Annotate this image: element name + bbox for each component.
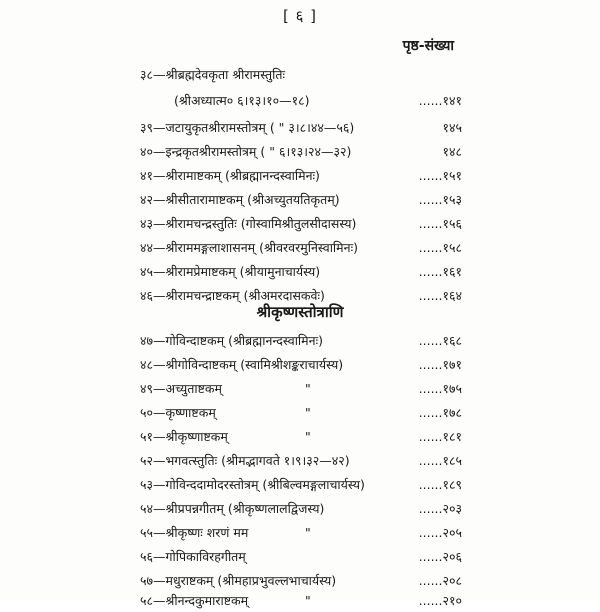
entry-page-number: ......१५८ [418, 240, 462, 255]
contents-entry [140, 237, 462, 259]
entry-title: श्रीराममङ्गलाशासनम् [165, 240, 256, 255]
entry-source: (श्रीअध्यात्म० ६।१३।१०—१८) [174, 93, 310, 108]
contents-entry [140, 546, 462, 568]
entry-title: श्रीसीतारामाष्टकम् [165, 192, 244, 207]
entry-title: श्रीरामचन्द्राष्टकम् [165, 288, 240, 303]
contents-entry [140, 285, 462, 307]
entry-title: श्रीब्रह्मदेवकृता श्रीरामस्तुतिः [165, 67, 286, 82]
contents-entry [140, 570, 462, 592]
entry-page-number: १४५ [442, 120, 462, 135]
entry-number: ३९— [140, 120, 166, 135]
entry-title: श्रीकृष्णाष्टकम् [165, 429, 228, 444]
entry-source: (श्रीवरवरमुनिस्वामिनः) [259, 240, 358, 255]
entry-title: मधुराष्टकम् [165, 573, 214, 588]
contents-entry [140, 590, 462, 612]
entry-title: गोविन्ददामोदरस्तोत्रम् [165, 477, 259, 492]
page-count-heading: पृष्ठ-संख्या [402, 38, 454, 54]
entry-number: ४१— [140, 168, 166, 183]
ditto-mark: " [305, 381, 311, 396]
entry-number: ५१— [140, 429, 166, 444]
entry-number: ५२— [140, 453, 166, 468]
page-number: [ ६ ] [282, 7, 318, 25]
entry-title: इन्द्रकृतश्रीरामस्तोत्रम् [165, 144, 257, 159]
entry-page-number: ......१७५ [418, 381, 462, 396]
entry-source: (श्रीअच्युतयतिकृतम्) [247, 192, 340, 207]
entry-page-number: ......१७१ [418, 357, 462, 372]
entry-source: (श्रीकृष्णलालद्विजस्य) [227, 501, 325, 516]
contents-entry [140, 330, 462, 352]
entry-page-number: ......२०५ [418, 525, 462, 540]
contents-entry [140, 189, 462, 211]
entry-number: ४५— [140, 264, 166, 279]
contents-entry [140, 141, 462, 163]
contents-entry [140, 64, 462, 86]
entry-number: ४७— [140, 333, 166, 348]
entry-title: श्रीप्रपन्नगीतम् [165, 501, 224, 516]
entry-title: श्रीनन्दकुमाराष्टकम् [165, 593, 249, 608]
entry-page-number: ......२१० [418, 593, 462, 608]
entry-title: श्रीकृष्णः शरणं मम [165, 525, 249, 540]
entry-source: ( " ३।८।४४—५६) [269, 120, 355, 135]
entry-number: ४०— [140, 144, 166, 159]
entry-number: ५४— [140, 501, 166, 516]
ditto-mark: " [305, 405, 311, 420]
entry-source: (श्रीयामुनाचार्यस्य) [239, 264, 321, 279]
entry-number: ४८— [140, 357, 166, 372]
ditto-mark: " [305, 593, 311, 608]
entry-number: ५८— [140, 593, 166, 608]
entry-title: श्रीरामचन्द्रस्तुतिः [165, 216, 237, 231]
entry-number: ५३— [140, 477, 166, 492]
entry-title: गोविन्दाष्टकम् [165, 333, 225, 348]
entry-source: (स्वामिश्रीशङ्कराचार्यस्य) [240, 357, 344, 372]
contents-entry [140, 117, 462, 139]
entry-page-number: ......१८५ [418, 453, 462, 468]
entry-number: ५०— [140, 405, 166, 420]
entry-title: अच्युताष्टकम् [165, 381, 223, 396]
entry-title: गोपिकाविरहगीतम् [165, 549, 246, 564]
entry-page-number: ......१६१ [418, 264, 462, 279]
contents-entry [140, 522, 462, 544]
contents-entry [140, 474, 462, 496]
entry-source: ( " ६।१३।२४—३२) [260, 144, 352, 159]
contents-entry [170, 90, 462, 112]
entry-page-number: १४८ [442, 144, 462, 159]
entry-page-number: ......१६४ [418, 288, 462, 303]
entry-number: ४९— [140, 381, 166, 396]
contents-entry [140, 450, 462, 472]
entry-page-number: ......१८१ [418, 429, 462, 444]
ditto-mark: " [305, 525, 311, 540]
entry-number: ५६— [140, 549, 166, 564]
section-heading-krishna-stotras: श्रीकृष्णस्तोत्राणि [256, 303, 344, 321]
contents-entry [140, 402, 462, 424]
contents-entry [140, 165, 462, 187]
contents-entry [140, 213, 462, 235]
entry-number: ५५— [140, 525, 166, 540]
entry-number: ४३— [140, 216, 166, 231]
entry-page-number: ......२०३ [418, 501, 462, 516]
entry-page-number: ......१४१ [418, 93, 462, 108]
entry-page-number: ......१५३ [418, 192, 462, 207]
entry-number: ४६— [140, 288, 166, 303]
entry-title: श्रीरामप्रेमाष्टकम् [165, 264, 236, 279]
contents-entry [140, 498, 462, 520]
entry-source: (श्रीबिल्वमङ्गलाचार्यस्य) [262, 477, 365, 492]
ditto-mark: " [305, 429, 311, 444]
entry-source: (श्रीब्रह्मानन्दस्वामिनः) [228, 333, 323, 348]
entry-source: (श्रीअमरदासकवेः) [243, 288, 325, 303]
entry-source: (श्रीमद्भागवते १।९।३२—४२) [221, 453, 350, 468]
entry-source: (श्रीमहाप्रभुवल्लभाचार्यस्य) [217, 573, 337, 588]
entry-page-number: ......१६८ [418, 333, 462, 348]
contents-entry [140, 378, 462, 400]
entry-page-number: ......२०८ [418, 573, 462, 588]
entry-title: श्रीरामाष्टकम् [165, 168, 222, 183]
entry-number: ५७— [140, 573, 166, 588]
entry-page-number: ......१८९ [418, 477, 462, 492]
entry-page-number: ......१५१ [418, 168, 462, 183]
entry-number: ३८— [140, 67, 166, 82]
entry-title: भगवत्स्तुतिः [165, 453, 218, 468]
entry-number: ४४— [140, 240, 166, 255]
contents-entry [140, 426, 462, 448]
entry-page-number: ......२०६ [418, 549, 462, 564]
entry-source: (गोस्वामिश्रीतुलसीदासस्य) [240, 216, 357, 231]
entry-source: (श्रीब्रह्मानन्दस्वामिनः) [225, 168, 320, 183]
entry-page-number: ......१५६ [418, 216, 462, 231]
entry-title: कृष्णाष्टकम् [165, 405, 216, 420]
contents-entry [140, 354, 462, 376]
entry-number: ४२— [140, 192, 166, 207]
entry-title: जटायुकृतश्रीरामस्तोत्रम् [165, 120, 266, 135]
contents-entry [140, 261, 462, 283]
entry-page-number: ......१७८ [418, 405, 462, 420]
entry-title: श्रीगोविन्दाष्टकम् [165, 357, 237, 372]
